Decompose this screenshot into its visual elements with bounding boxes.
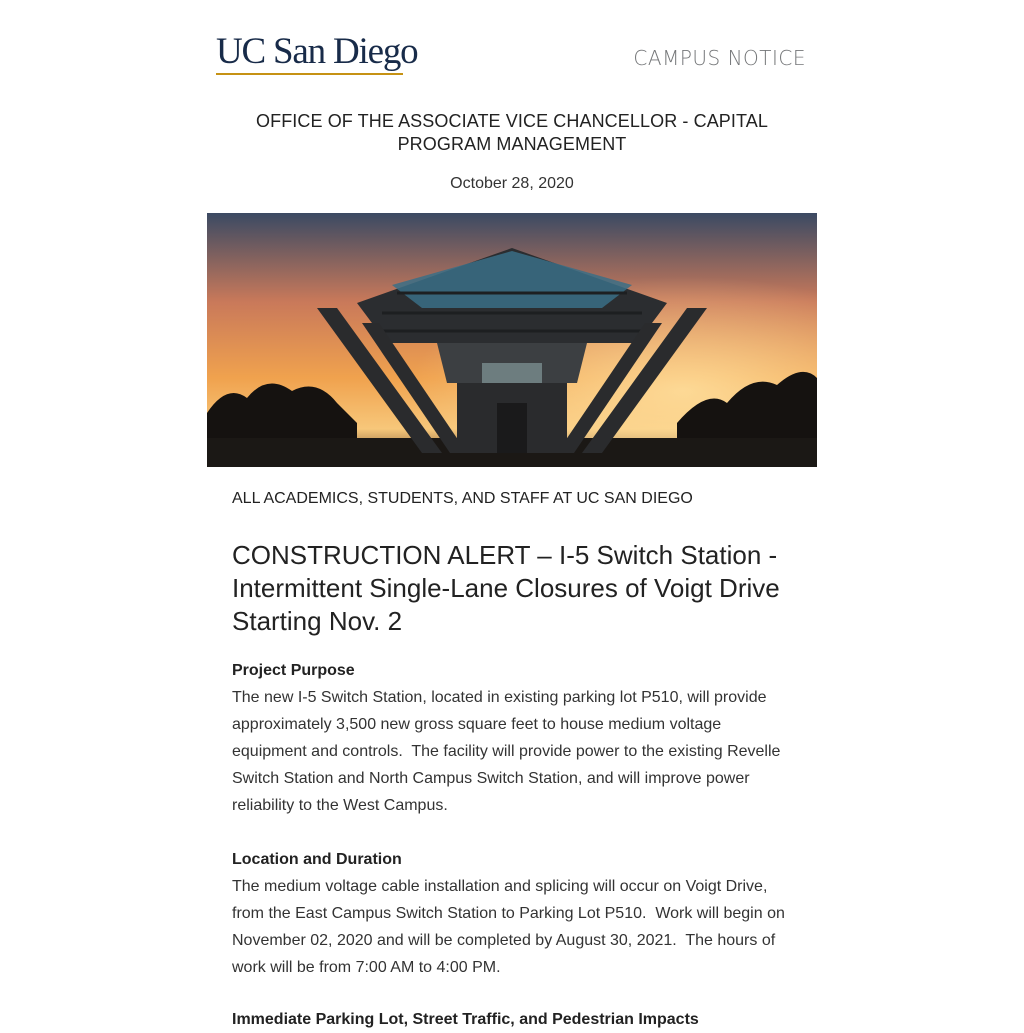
section-location-duration [232, 846, 792, 981]
geisel-library-photo-icon [207, 213, 817, 467]
section-impacts [232, 1006, 792, 1033]
logo-wordmark: UC San Diego [216, 31, 418, 72]
hero-image [207, 213, 817, 467]
audience-line: ALL ACADEMICS, STUDENTS, AND STAFF AT UC SAN DIEGO [232, 490, 693, 507]
alert-headline: CONSTRUCTION ALERT – I-5 Switch Station - Intermittent Single-Lane Closures of Voigt Drive Starting Nov. 2 [232, 540, 780, 636]
section-body: The new I-5 Switch Station, located in existing parking lot P510, will provide approximately 3,500 new gross square feet to house medium voltage equipment and controls. The facility will provide power to the existing Revelle Switch Station and North Campus Switch Station, and will improve power reliability to the West Campus. [232, 689, 781, 814]
section-title: Location and Duration [232, 851, 402, 868]
uc-san-diego-logo[interactable] [216, 31, 418, 74]
email-header [207, 30, 817, 80]
section-project-purpose [232, 657, 792, 819]
logo-underline [216, 73, 403, 75]
notice-date: October 28, 2020 [450, 175, 574, 192]
section-body: The medium voltage cable installation and splicing will occur on Voigt Drive, from the East Campus Switch Station to Parking Lot P510. Work will begin on November 02, 2020 and will be completed by August 30, 2021. The hours of work will be from 7:00 AM to 4:00 PM. [232, 878, 785, 976]
section-title: Project Purpose [232, 662, 355, 679]
section-title: Immediate Parking Lot, Street Traffic, and Pedestrian Impacts [232, 1011, 699, 1028]
office-title: OFFICE OF THE ASSOCIATE VICE CHANCELLOR - CAPITAL PROGRAM MANAGEMENT [256, 111, 768, 154]
campus-notice-label: CAMPUS NOTICE [633, 46, 806, 70]
